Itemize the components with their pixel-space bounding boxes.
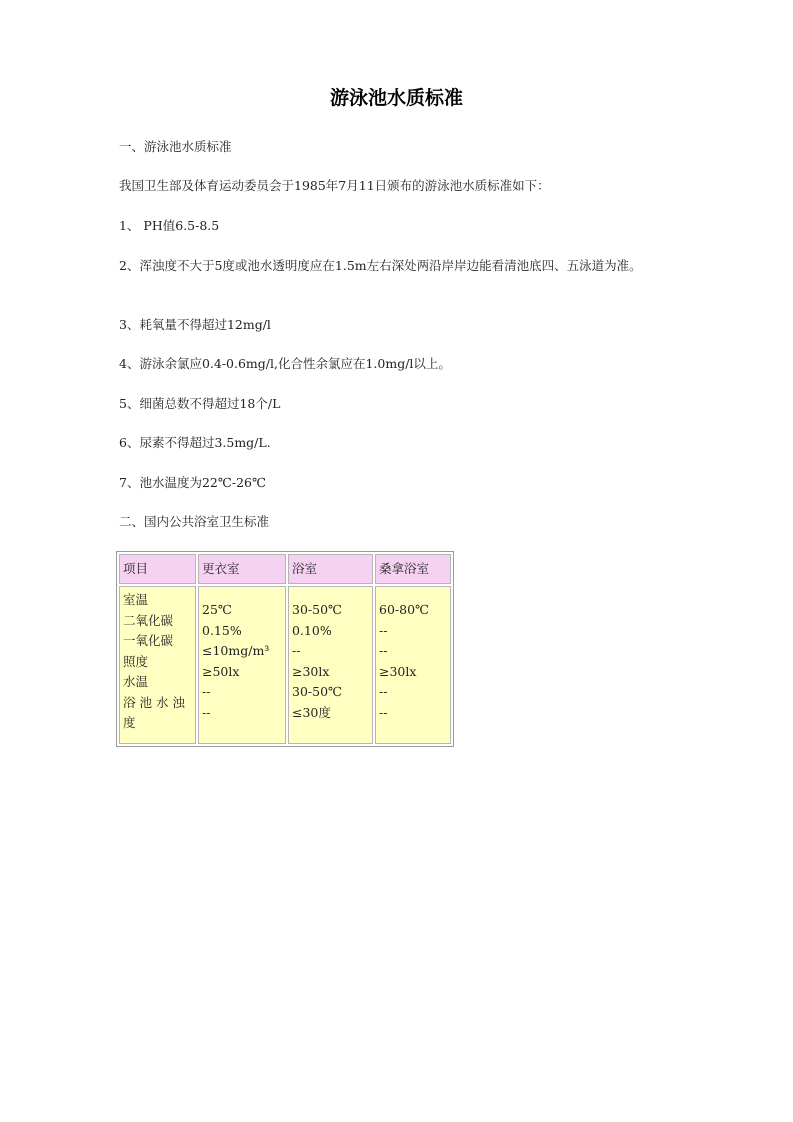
changing-room-illuminance: ≥50lx [202, 663, 240, 679]
header-item: 项目 [119, 554, 196, 584]
standard-item-5: 5、细菌总数不得超过18个/L [119, 396, 281, 411]
sauna-turbidity: -- [379, 704, 388, 720]
changing-room-turbidity: -- [202, 704, 211, 720]
standard-item-2: 2、浑浊度不大于5度或池水透明度应在1.5m左右深处两沿岸岸边能看清池底四、五泳道为准。 [119, 258, 642, 273]
header-bathroom: 浴室 [288, 554, 373, 584]
changing-room-temperature: 25℃ [202, 602, 232, 617]
standard-item-1: 1、 PH值6.5-8.5 [119, 218, 220, 233]
label-room-temperature: 室温 [123, 592, 149, 607]
bathroom-co2: 0.10% [292, 622, 332, 638]
header-changing-room: 更衣室 [198, 554, 286, 584]
bathroom-illuminance: ≥30lx [292, 663, 330, 679]
sauna-co2: -- [379, 622, 388, 638]
standard-item-7: 7、池水温度为22℃-26℃ [119, 475, 266, 490]
changing-room-co: ≤10mg/m³ [202, 643, 270, 658]
standard-item-6: 6、尿素不得超过3.5mg/L. [119, 435, 271, 450]
intro-paragraph: 我国卫生部及体育运动委员会于1985年7月11日颁布的游泳池水质标准如下： [119, 178, 550, 193]
changing-room-values [198, 586, 286, 744]
sauna-co: -- [379, 643, 388, 658]
sauna-water-temp: -- [379, 684, 388, 699]
label-illuminance: 照度 [123, 653, 149, 669]
label-carbon-monoxide: 一氧化碳 [123, 633, 174, 648]
standard-item-4: 4、游泳余氯应0.4-0.6mg/l,化合性余氯应在1.0mg/l以上。 [119, 356, 451, 371]
bathroom-water-temp: 30-50℃ [292, 684, 343, 699]
table-header-row [119, 554, 451, 584]
header-sauna: 桑拿浴室 [375, 554, 451, 584]
label-pool-turbidity: 浴 池 水 浊 [123, 694, 185, 710]
label-pool-turbidity-cont: 度 [123, 715, 136, 730]
section-2-heading: 二、国内公共浴室卫生标准 [119, 514, 270, 529]
changing-room-co2: 0.15% [202, 622, 242, 638]
sauna-temperature: 60-80℃ [379, 602, 430, 617]
label-water-temperature: 水温 [123, 674, 149, 689]
standard-item-3: 3、耗氧量不得超过12mg/l [119, 317, 271, 332]
row-labels-cell [119, 586, 196, 744]
sauna-values [375, 586, 451, 744]
changing-room-water-temp: -- [202, 684, 211, 699]
table-body-row [119, 586, 451, 744]
bathroom-temperature: 30-50℃ [292, 602, 343, 617]
sauna-illuminance: ≥30lx [379, 663, 417, 679]
bathhouse-standard-table [116, 551, 454, 747]
bathroom-co: -- [292, 643, 301, 658]
bathroom-values [288, 586, 373, 744]
bathroom-turbidity: ≤30度 [292, 704, 331, 720]
page-title: 游泳池水质标准 [329, 87, 463, 109]
label-carbon-dioxide: 二氧化碳 [123, 612, 174, 628]
section-1-heading: 一、游泳池水质标准 [119, 139, 232, 154]
